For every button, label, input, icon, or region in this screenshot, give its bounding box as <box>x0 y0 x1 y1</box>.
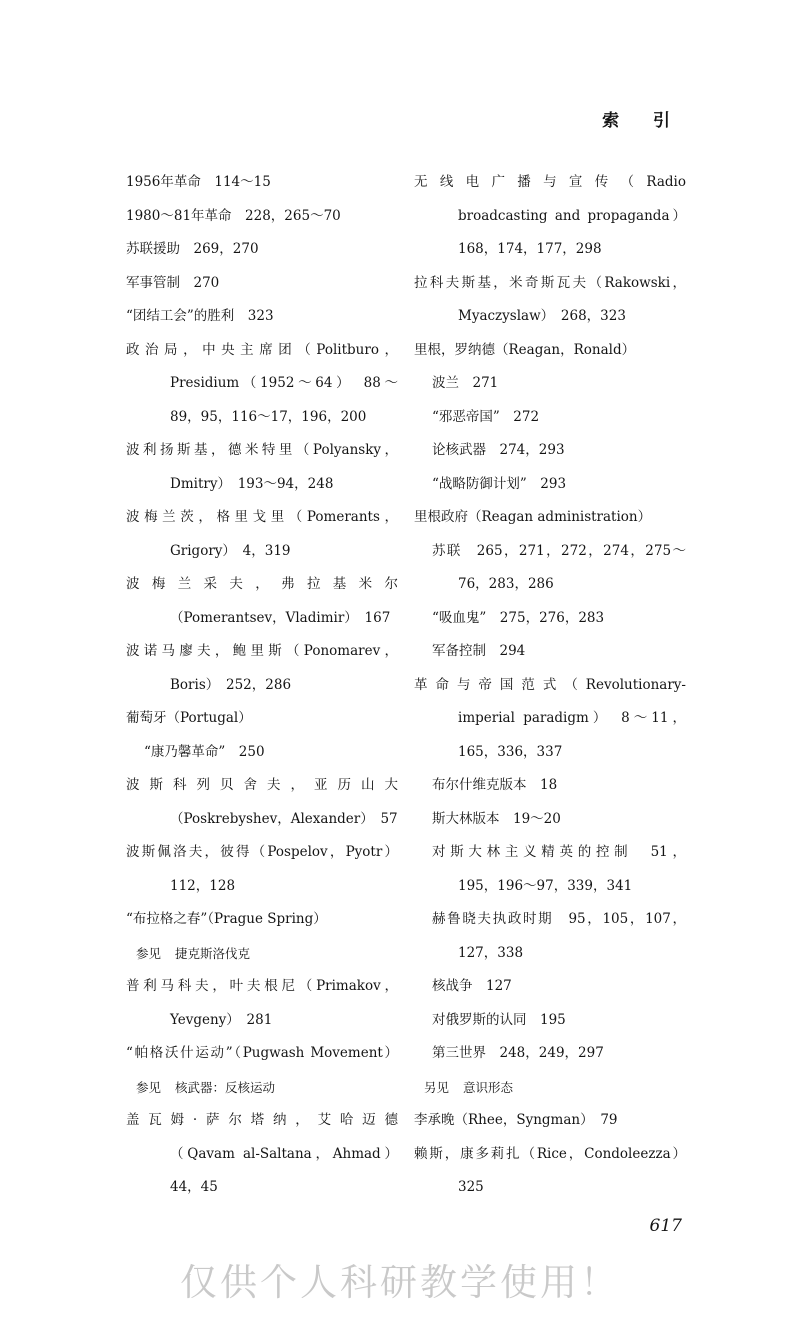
index-subentry: “战略防御计划” 293 <box>432 475 567 492</box>
page-header-title: 索 引 <box>602 111 684 131</box>
index-entry-heading: 波斯佩洛夫，彼得（Pospelov，Pyotr） <box>126 844 398 860</box>
index-entry-continuation: 325 <box>458 1179 484 1195</box>
index-entry-continuation: Dmitry） 193～94，248 <box>170 475 334 492</box>
index-subentry: 布尔什维克版本 18 <box>432 777 558 793</box>
index-entry-continuation: 195，196～97，339，341 <box>458 877 633 894</box>
index-entry-continuation: Boris） 252，286 <box>170 676 292 693</box>
index-entry-continuation: broadcasting and propaganda） <box>458 207 686 224</box>
index-subentry: 1956年革命 114～15 <box>126 174 271 190</box>
index-entry-heading: 普利马科夫，叶夫根尼（Primakov， <box>126 978 398 994</box>
index-entry-heading: 波诺马廖夫，鲍里斯（Ponomarev， <box>126 643 398 659</box>
index-entry-continuation: （Pomerantsev，Vladimir） 167 <box>170 609 391 626</box>
index-entry-continuation: 76，283，286 <box>458 576 554 592</box>
index-entry-continuation: 165，336，337 <box>458 743 563 760</box>
index-entry-continuation: Myaczyslaw） 268，323 <box>458 308 626 324</box>
index-subentry: 波兰 271 <box>432 375 499 391</box>
index-entry-heading: 政治局，中央主席团（Politburo， <box>126 341 398 358</box>
see-reference <box>126 937 398 971</box>
index-subentry: 军事管制 270 <box>126 274 220 291</box>
index-entry-heading: 波利扬斯基，德米特里（Polyansky， <box>126 442 398 458</box>
see-reference <box>126 1071 398 1105</box>
index-entry-heading: 李承晚（Rhee，Syngman） 79 <box>414 1112 618 1128</box>
see-label: 参见 <box>136 945 162 961</box>
index-entry-heading: 波梅兰采夫，弗拉基米尔 <box>126 576 398 592</box>
index-entry-heading: 里根，罗纳德（Reagan，Ronald） <box>414 341 636 358</box>
index-entry-continuation: （Poskrebyshev，Alexander） 57 <box>170 810 398 827</box>
index-entry-continuation: Presidium（1952～64） 88～ <box>170 375 398 391</box>
index-subentry: “邪恶帝国” 272 <box>432 408 540 425</box>
index-entry-continuation: 112，128 <box>170 877 236 894</box>
index-entry-heading: 赖斯，康多莉扎（Rice，Condoleezza） <box>414 1145 686 1162</box>
index-entry-heading: 无线电广播与宣传（Radio <box>414 174 686 190</box>
index-subentry: “康乃馨革命” 250 <box>144 743 265 760</box>
index-subentry: 苏联援助 269，270 <box>126 241 259 257</box>
index-subentry: 苏联 265，271，272，274，275～ <box>432 542 686 559</box>
index-entry-heading: 盖瓦姆·萨尔塔纳，艾哈迈德 <box>126 1112 398 1128</box>
see-also-label: 另见 <box>424 1079 450 1095</box>
index-subentry: “团结工会”的胜利 323 <box>126 308 274 324</box>
index-subentry: 论核武器 274，293 <box>432 442 565 458</box>
index-subentry: 核战争 127 <box>432 978 512 994</box>
see-label: 参见 <box>136 1079 162 1095</box>
index-entry-continuation: 44，45 <box>170 1179 218 1195</box>
index-entry-continuation: 127，338 <box>458 944 524 961</box>
index-subentry: 1980～81年革命 228，265～70 <box>126 207 341 224</box>
index-entry-heading: 拉科夫斯基，米奇斯瓦夫（Rakowski， <box>414 274 686 291</box>
index-entry-heading: 波斯科列贝舍夫，亚历山大 <box>126 777 398 793</box>
index-entry-heading: 革命与帝国范式（Revolutionary- <box>414 676 686 693</box>
index-subentry: 对斯大林主义精英的控制 51， <box>432 844 686 860</box>
index-column-left <box>126 166 398 1205</box>
index-column-right <box>414 166 686 1205</box>
index-entry-continuation: Grigory） 4，319 <box>170 542 291 559</box>
index-entry-heading: 波梅兰茨，格里戈里（Pomerants， <box>126 509 398 525</box>
page-number: 617 <box>649 1216 682 1236</box>
index-entry-heading: “布拉格之春”（Prague Spring） <box>126 911 327 927</box>
index-entry-heading: 里根政府（Reagan administration） <box>414 509 652 525</box>
index-subentry: 斯大林版本 19～20 <box>432 810 561 827</box>
index-entry-continuation: 168，174，177，298 <box>458 241 602 257</box>
index-subentry: “吸血鬼” 275，276，283 <box>432 609 605 626</box>
index-subentry: 赫鲁晓夫执政时期 95，105，107， <box>432 911 686 927</box>
see-also-reference <box>414 1071 686 1105</box>
index-entry-continuation: imperial paradigm） 8～11， <box>458 710 686 726</box>
index-entry-continuation: Yevgeny） 281 <box>170 1011 273 1028</box>
index-entry-continuation: 89，95，116～17，196，200 <box>170 408 367 425</box>
index-entry-heading: 葡萄牙（Portugal） <box>126 710 252 726</box>
index-entry-heading: “帕格沃什运动”（Pugwash Movement） <box>126 1045 398 1061</box>
watermark-text: 仅供个人科研教学使用！ <box>180 1261 620 1304</box>
index-subentry: 军备控制 294 <box>432 643 526 659</box>
index-entry-continuation: （Qavam al-Saltana，Ahmad） <box>170 1145 398 1162</box>
see-target: 捷克斯洛伐克 <box>175 945 251 961</box>
index-subentry: 对俄罗斯的认同 195 <box>432 1011 566 1028</box>
see-target: 核武器：反核运动 <box>175 1079 276 1095</box>
see-also-target: 意识形态 <box>463 1079 514 1095</box>
index-subentry: 第三世界 248，249，297 <box>432 1045 604 1061</box>
